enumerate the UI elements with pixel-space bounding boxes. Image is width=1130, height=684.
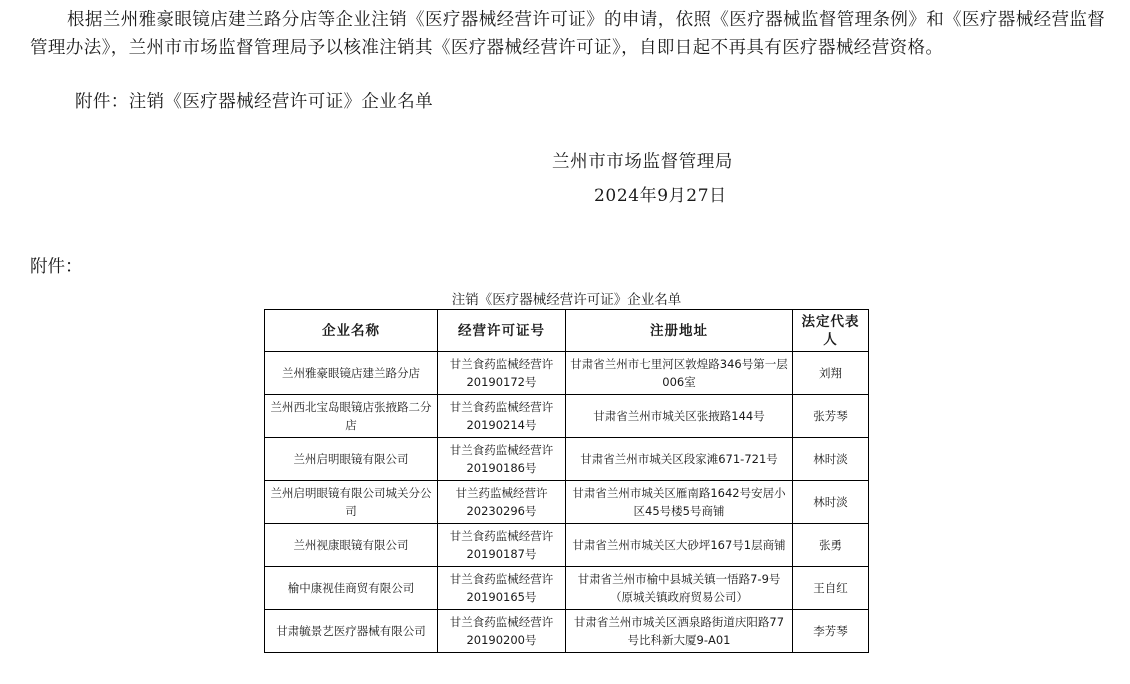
- attachment-reference: 附件：注销《医疗器械经营许可证》企业名单: [75, 92, 433, 112]
- representative-cell: 王自红: [793, 567, 869, 610]
- license-number-cell: 甘兰食药监械经营许20190186号: [438, 438, 566, 481]
- address-cell: 甘肃省兰州市城关区张掖路144号: [566, 395, 793, 438]
- address-cell: 甘肃省兰州市城关区雁南路1642号安居小区45号楼5号商铺: [566, 481, 793, 524]
- company-name-cell: 兰州西北宝岛眼镜店张掖路二分店: [265, 395, 438, 438]
- representative-cell: 张芳琴: [793, 395, 869, 438]
- address-cell: 甘肃省兰州市城关区大砂坪167号1层商铺: [566, 524, 793, 567]
- license-number-cell: 甘兰药监械经营许20230296号: [438, 481, 566, 524]
- address-cell: 甘肃省兰州市七里河区敦煌路346号第一层006室: [566, 352, 793, 395]
- table-row: [265, 524, 869, 567]
- header-company-name: 企业名称: [265, 310, 438, 352]
- license-number-cell: 甘兰食药监械经营许20190214号: [438, 395, 566, 438]
- company-name-cell: 兰州雅豪眼镜店建兰路分店: [265, 352, 438, 395]
- address-cell: 甘肃省兰州市榆中县城关镇一悟路7-9号（原城关镇政府贸易公司）: [566, 567, 793, 610]
- license-number-cell: 甘兰食药监械经营许20190165号: [438, 567, 566, 610]
- attachment-label: 附件：: [30, 257, 83, 277]
- notice-paragraph: 根据兰州雅豪眼镜店建兰路分店等企业注销《医疗器械经营许可证》的申请，依照《医疗器械监督管理条例》和《医疗器械经营监督管理办法》，兰州市市场监督管理局予以核准注销其《医疗器械经营许可证》，自即日起不再具有医疗器械经营资格。: [30, 10, 1106, 58]
- table-header-row: [265, 310, 869, 352]
- company-name-cell: 兰州启明眼镜有限公司城关分公司: [265, 481, 438, 524]
- header-registered-address: 注册地址: [566, 310, 793, 352]
- representative-cell: 林时淡: [793, 481, 869, 524]
- license-number-cell: 甘兰食药监械经营许20190187号: [438, 524, 566, 567]
- representative-cell: 林时淡: [793, 438, 869, 481]
- table-row: [265, 567, 869, 610]
- table-row: [265, 438, 869, 481]
- revoked-license-table: [264, 309, 869, 653]
- table-row: [265, 395, 869, 438]
- representative-cell: 刘翔: [793, 352, 869, 395]
- address-cell: 甘肃省兰州市城关区酒泉路街道庆阳路77号比科新大厦9-A01: [566, 610, 793, 653]
- license-number-cell: 甘兰食药监械经营许20190200号: [438, 610, 566, 653]
- license-number-cell: 甘兰食药监械经营许20190172号: [438, 352, 566, 395]
- table-title: 注销《医疗器械经营许可证》企业名单: [451, 292, 682, 308]
- header-license-number: 经营许可证号: [438, 310, 566, 352]
- representative-cell: 张勇: [793, 524, 869, 567]
- company-name-cell: 榆中康视佳商贸有限公司: [265, 567, 438, 610]
- company-name-cell: 甘肃毓景艺医疗器械有限公司: [265, 610, 438, 653]
- header-legal-representative: 法定代表人: [793, 310, 869, 352]
- representative-cell: 李芳琴: [793, 610, 869, 653]
- company-name-cell: 兰州启明眼镜有限公司: [265, 438, 438, 481]
- table-row: [265, 610, 869, 653]
- address-cell: 甘肃省兰州市城关区段家滩671-721号: [566, 438, 793, 481]
- table-row: [265, 352, 869, 395]
- signature-date: 2024年9月27日: [594, 186, 727, 206]
- company-name-cell: 兰州视康眼镜有限公司: [265, 524, 438, 567]
- table-row: [265, 481, 869, 524]
- signature-organization: 兰州市市场监督管理局: [552, 152, 733, 172]
